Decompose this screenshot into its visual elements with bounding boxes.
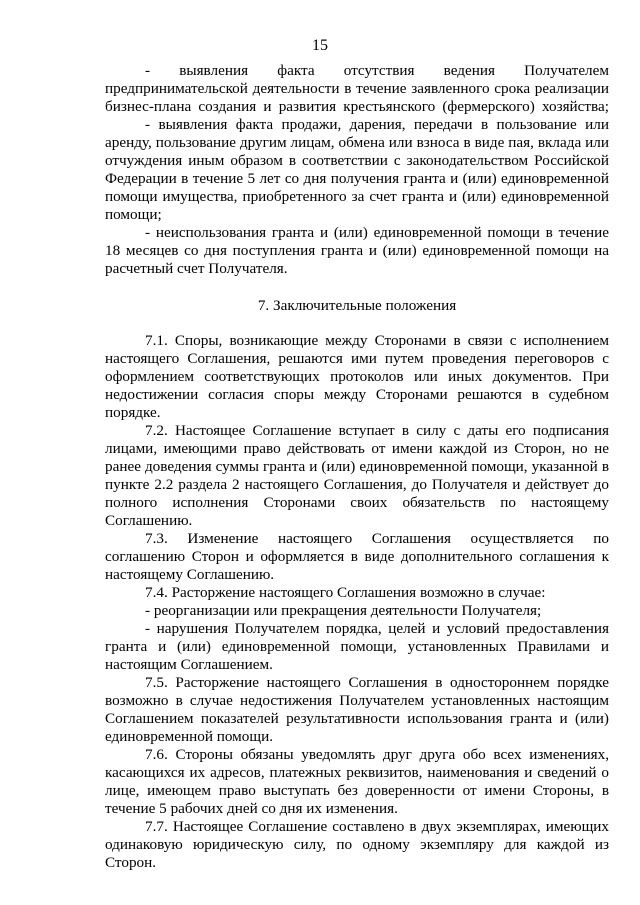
clause-7-4-reorganization: - реорганизации или прекращения деятельности Получателя; (145, 602, 542, 619)
clause-7-7: 7.7. Настоящее Соглашение составлено в двух экземплярах, имеющих одинаковую юридическую силу, по одному экземпляру для каждой из Сторон. (105, 818, 609, 871)
clause-7-6: 7.6. Стороны обязаны уведомлять друг друга обо всех изменениях, касающихся их адресов, платежных реквизитов, наименования и сведений о лице, имеющем право выступать без доверенности от имени Стороны, в течение 5 рабочих дней со дня их изменения. (105, 746, 609, 817)
page-number: 15 (312, 37, 328, 54)
clause-7-1: 7.1. Споры, возникающие между Сторонами в связи с исполнением настоящего Соглашения, решаются ими путем проведения переговоров с оформлением соответствующих протоколов или иных документов. При недостижении согласия споры между Сторонами решаются в судебном порядке. (105, 332, 609, 421)
paragraph-grant-not-used: - неиспользования гранта и (или) единовременной помощи в течение 18 месяцев со дня поступления гранта и (или) единовременной помощи на расчетный счет Получателя. (105, 224, 609, 277)
document-body (105, 62, 609, 872)
clause-7-4: 7.4. Расторжение настоящего Соглашения возможно в случае: (145, 584, 546, 601)
clause-7-5: 7.5. Расторжение настоящего Соглашения в одностороннем порядке возможно в случае недостижения Получателем установленных настоящим Соглашением показателей результативности использования гранта и (или) единовременной помощи. (105, 674, 609, 745)
paragraph-property-transfer: - выявления факта продажи, дарения, передачи в пользование или аренду, пользование другим лицам, обмена или взноса в виде пая, вклада или отчуждения иным образом в соответствии с законодательством Российской Федерации в течение 5 лет со дня получения гранта и (или) единовременной помощи имущества, приобретенного за счет гранта и (или) единовременной помощи; (105, 116, 609, 223)
clause-7-4-violation: - нарушения Получателем порядка, целей и условий предоставления гранта и (или) единовременной помощи, установленных Правилами и настоящим Соглашением. (105, 620, 609, 673)
paragraph-absence-of-activity: - выявления факта отсутствия ведения Получателем предпринимательской деятельности в течение заявленного срока реализации бизнес-плана создания и развития крестьянского (фермерского) хозяйства; (105, 62, 609, 115)
section-heading: 7. Заключительные положения (257, 297, 457, 314)
clause-7-3: 7.3. Изменение настоящего Соглашения осуществляется по соглашению Сторон и оформляется в виде дополнительного соглашения к настоящему Соглашению. (105, 530, 609, 583)
clause-7-2: 7.2. Настоящее Соглашение вступает в силу с даты его подписания лицами, имеющими право действовать от имени каждой из Сторон, но не ранее доведения суммы гранта и (или) единовременной помощи, указанной в пункте 2.2 раздела 2 настоящего Соглашения, до Получателя и действует до полного исполнения Сторонами своих обязательств по настоящему Соглашению. (105, 422, 609, 529)
